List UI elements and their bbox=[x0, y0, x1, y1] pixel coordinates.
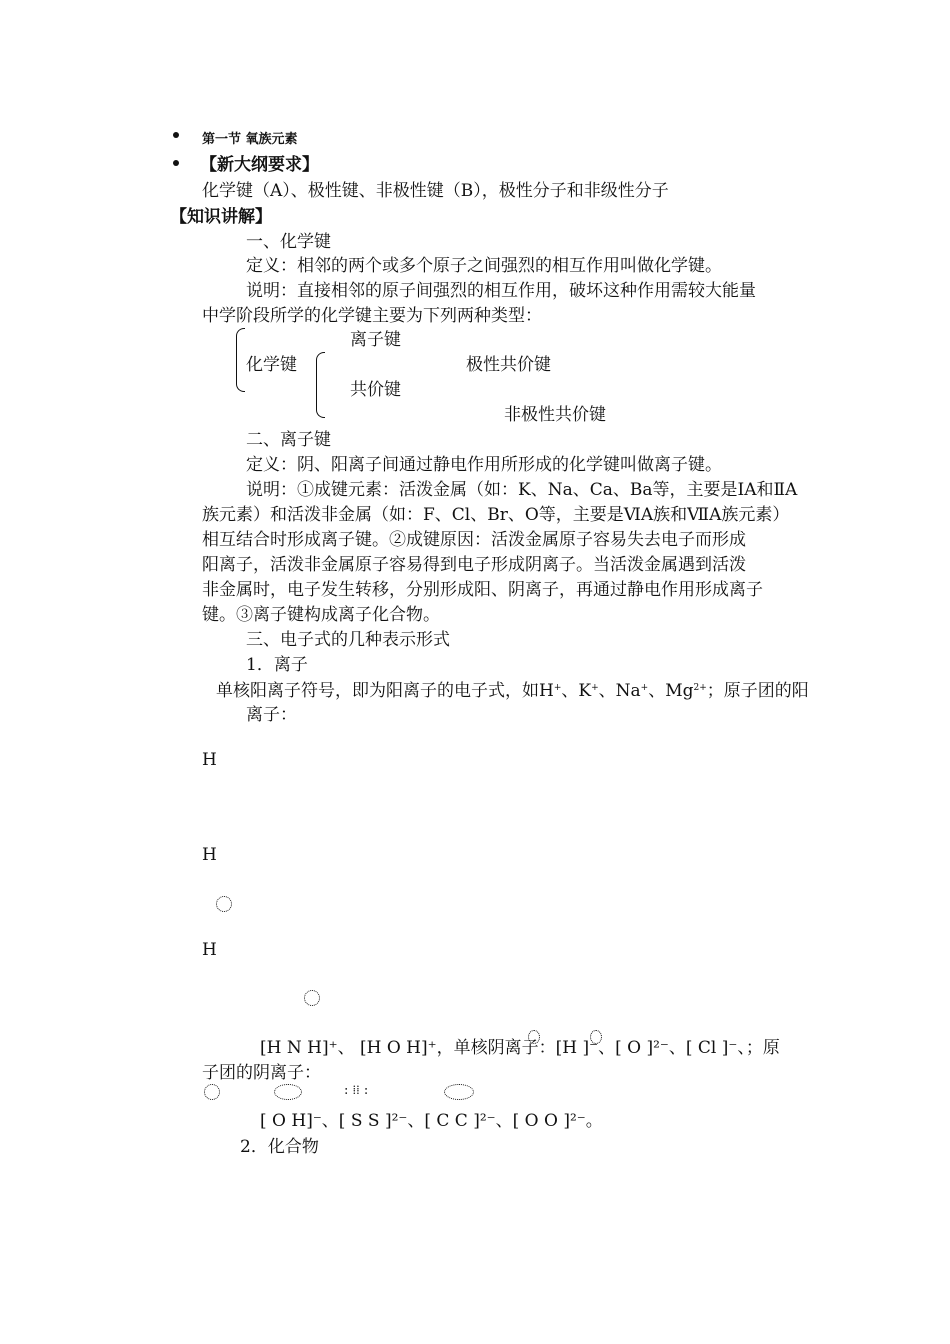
part1-note-line2: 中学阶段所学的化学键主要为下列两种类型： bbox=[202, 306, 542, 326]
cation-line: 单核阳离子符号，即为阳离子的电子式，如H+、K+、Na+、$Mg^{2+}$；原子团的阳 bbox=[216, 681, 809, 701]
ionic-bond-label: 离子键 bbox=[350, 330, 401, 350]
inner-brace bbox=[316, 352, 325, 418]
part1-definition: 定义：相邻的两个或多个原子之间强烈的相互作用叫做化学键。 bbox=[246, 256, 722, 276]
h-label-2: H bbox=[202, 845, 217, 865]
formula-line1: [H N H]⁺、 [H O H]⁺，单核阴离子：[H ]⁻、[ O ]²⁻、[ Cl ]⁻、；原 bbox=[260, 1038, 780, 1058]
dot-row: : ⁞⁞ : bbox=[344, 1083, 369, 1098]
cation-cont: 离子： bbox=[246, 705, 297, 725]
electron-dots-icon bbox=[590, 1030, 602, 1044]
outer-brace bbox=[236, 328, 245, 392]
cation-tail: ；原子团的阳 bbox=[706, 681, 809, 701]
bullet-1 bbox=[173, 132, 179, 138]
outline-text: 化学键（A）、极性键、非极性键（B），极性分子和非级性分子 bbox=[202, 181, 669, 201]
bullet-2 bbox=[173, 160, 179, 166]
chem-bond-label: 化学键 bbox=[246, 355, 297, 375]
cation-charge-h: + bbox=[553, 683, 562, 693]
cation-k: K bbox=[578, 681, 592, 701]
electron-dots-icon bbox=[444, 1084, 474, 1100]
part2-note-line2: 族元素）和活泼非金属（如：F、Cl、Br、O等，主要是ⅥA族和ⅦA族元素） bbox=[202, 505, 790, 525]
cation-charge-k: + bbox=[591, 683, 599, 693]
covalent-bond-label: 共价键 bbox=[350, 380, 401, 400]
part3-sub2: 2．化合物 bbox=[240, 1137, 319, 1157]
part2-note-line4: 阳离子，活泼非金属原子容易得到电子形成阴离子。当活泼金属遇到活泼 bbox=[202, 555, 746, 575]
cation-mg: Mg bbox=[665, 681, 694, 701]
electron-dots-icon bbox=[216, 896, 232, 912]
electron-dots-icon bbox=[304, 990, 320, 1006]
electron-dots-icon bbox=[274, 1084, 302, 1100]
outline-heading: 【新大纲要求】 bbox=[200, 155, 319, 175]
part2-definition: 定义：阴、阳离子间通过静电作用所形成的化学键叫做离子键。 bbox=[246, 455, 722, 475]
electron-dots-icon bbox=[528, 1030, 540, 1044]
nonpolar-covalent-label: 非极性共价键 bbox=[504, 405, 606, 425]
part2-note-line5: 非金属时，电子发生转移，分别形成阳、阴离子，再通过静电作用形成离子 bbox=[202, 580, 763, 600]
part3-heading: 三、电子式的几种表示形式 bbox=[246, 630, 450, 650]
part2-note-line6: 键。③离子键构成离子化合物。 bbox=[202, 605, 440, 625]
h-label-3: H bbox=[202, 940, 217, 960]
part3-sub1: 1．离子 bbox=[246, 655, 308, 675]
electron-dots-icon bbox=[204, 1084, 220, 1100]
cation-charge-mg: 2+ bbox=[693, 683, 707, 693]
cation-charge-na: + bbox=[640, 683, 649, 693]
part2-note-line3: 相互结合时形成离子键。②成键原因：活泼金属原子容易失去电子而形成 bbox=[202, 530, 746, 550]
part1-heading: 一、化学键 bbox=[246, 232, 331, 252]
h-label-1: H bbox=[202, 750, 217, 770]
part1-note-line1: 说明：直接相邻的原子间强烈的相互作用，破坏这种作用需较大能量 bbox=[246, 281, 756, 301]
part2-note-line1: 说明：①成键元素：活泼金属（如：K、Na、Ca、Ba等，主要是ⅠA和ⅡA bbox=[246, 480, 798, 500]
polar-covalent-label: 极性共价键 bbox=[466, 355, 551, 375]
knowledge-heading: 【知识讲解】 bbox=[170, 207, 272, 227]
section-title: 第一节 氧族元素 bbox=[202, 132, 298, 147]
cation-text: 单核阳离子符号，即为阳离子的电子式，如H bbox=[216, 681, 554, 701]
formula-line2: 子团的阴离子： bbox=[202, 1063, 321, 1083]
formula-line3: [ O H]⁻、[ S S ]²⁻、[ C C ]²⁻、[ O O ]²⁻。 bbox=[260, 1111, 603, 1131]
cation-na: Na bbox=[615, 681, 641, 701]
part2-heading: 二、离子键 bbox=[246, 430, 331, 450]
